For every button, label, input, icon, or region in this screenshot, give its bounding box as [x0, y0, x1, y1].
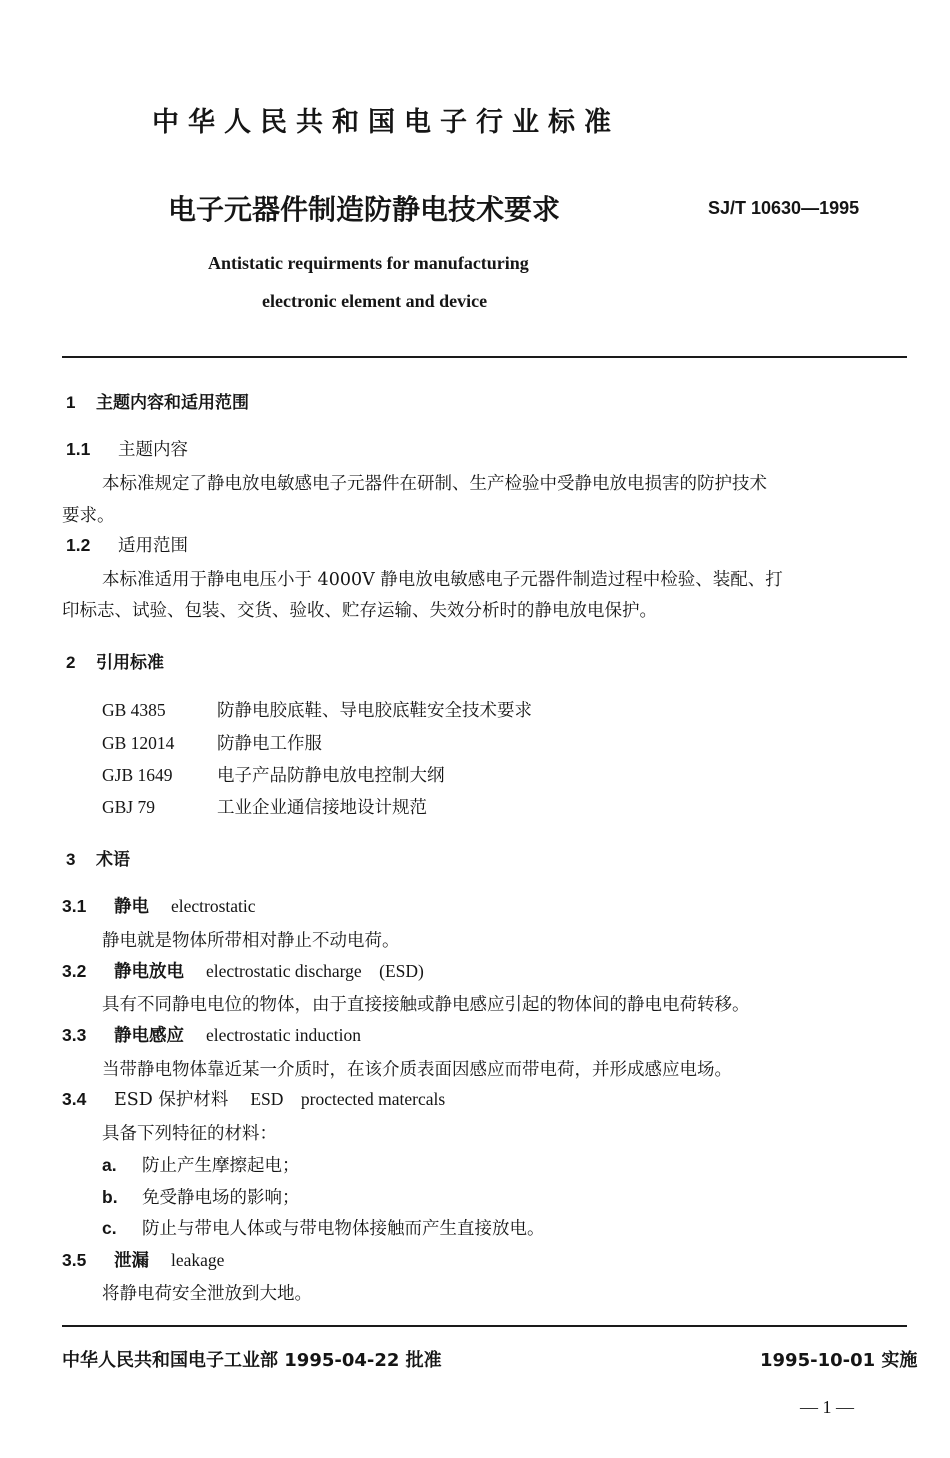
reference-item	[102, 794, 427, 819]
subsection-1-2-text-line-2: 印标志、试验、包装、交货、验收、贮存运输、失效分析时的静电放电保护。	[62, 601, 657, 621]
subsection-1-2-heading: 1.2 适用范围	[66, 535, 188, 556]
document-title: 电子元器件制造防静电技术要求	[168, 193, 561, 226]
standard-code: SJ/T 10630—1995	[708, 198, 860, 218]
term-3-3-heading: 3.3 静电感应 electrostatic induction	[62, 1025, 362, 1046]
reference-item	[102, 697, 532, 722]
section-2-heading: 2 引用标准	[66, 653, 164, 673]
header-divider	[62, 356, 907, 358]
reference-title: 防静电胶底鞋、导电胶底鞋安全技术要求	[217, 701, 532, 721]
org-title: 中华人民共和国电子行业标准	[152, 107, 620, 138]
reference-code: GBJ 79	[102, 797, 155, 817]
subsection-1-1-heading: 1.1 主题内容	[66, 439, 188, 460]
list-item: b. 免受静电场的影响；	[102, 1187, 300, 1208]
term-3-2-heading: 3.2 静电放电 electrostatic discharge (ESD)	[62, 961, 424, 982]
term-3-2-definition: 具有不同静电电位的物体，由于直接接触或静电感应引起的物体间的静电电荷转移。	[102, 995, 750, 1015]
subsection-1-1-text-line-2: 要求。	[62, 506, 115, 526]
section-3-heading: 3 术语	[66, 850, 130, 870]
term-3-1-heading: 3.1 静电 electrostatic	[62, 896, 256, 917]
reference-title: 电子产品防静电放电控制大纲	[217, 766, 445, 786]
term-3-5-definition: 将静电荷安全泄放到大地。	[102, 1284, 312, 1304]
term-3-1-definition: 静电就是物体所带相对静止不动电荷。	[102, 931, 400, 951]
english-title-line-2: electronic element and device	[262, 291, 488, 311]
approval-statement: 中华人民共和国电子工业部 1995-04-22 批准	[62, 1350, 442, 1371]
section-1-heading: 1 主题内容和适用范围	[66, 393, 249, 413]
subsection-1-1-text-line-1: 本标准规定了静电放电敏感电子元器件在研制、生产检验中受静电放电损害的防护技术	[102, 474, 767, 494]
list-item: c. 防止与带电人体或与带电物体接触而产生直接放电。	[102, 1218, 545, 1239]
reference-item	[102, 762, 445, 787]
reference-title: 工业企业通信接地设计规范	[217, 798, 427, 818]
reference-title: 防静电工作服	[217, 734, 322, 754]
reference-code: GB 12014	[102, 733, 175, 753]
term-3-5-heading: 3.5 泄漏 leakage	[62, 1250, 225, 1271]
term-3-3-definition: 当带静电物体靠近某一介质时，在该介质表面因感应而带电荷，并形成感应电场。	[102, 1060, 732, 1080]
term-3-4-heading: 3.4 ESD 保护材料 ESD proctected matercals	[62, 1089, 446, 1110]
subsection-1-2-text-line-1: 本标准适用于静电电压小于 4000V 静电放电敏感电子元器件制造过程中检验、装配、打	[102, 570, 783, 590]
reference-code: GB 4385	[102, 700, 166, 720]
list-item: a. 防止产生摩擦起电；	[102, 1155, 300, 1176]
effective-date: 1995-10-01 实施	[760, 1350, 918, 1371]
english-title-line-1: Antistatic requirments for manufacturing	[208, 253, 529, 273]
reference-code: GJB 1649	[102, 765, 173, 785]
term-3-4-definition: 具备下列特征的材料：	[102, 1124, 277, 1144]
reference-item	[102, 730, 322, 755]
page-number: — 1 —	[800, 1397, 854, 1417]
footer-divider	[62, 1325, 907, 1327]
